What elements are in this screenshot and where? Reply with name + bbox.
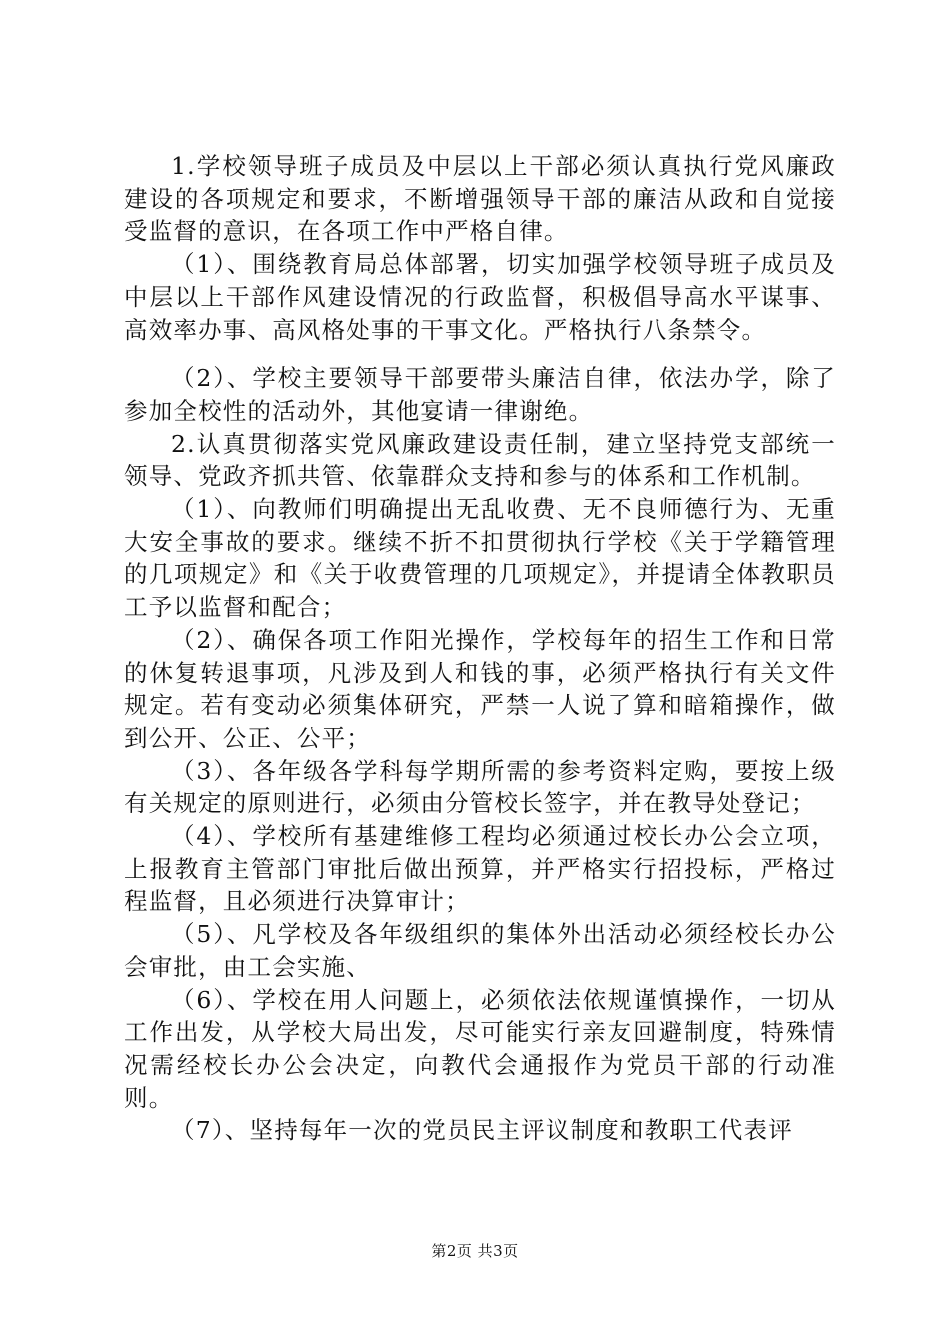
paragraph-2-1: （1）、向教师们明确提出无乱收费、无不良师德行为、无重大安全事故的要求。继续不折不扣贯彻执行学校《关于学籍管理的几项规定》和《关于收费管理的几项规定》，并提请全体教职员工予以监督和配合； xyxy=(124,495,836,622)
paragraph-1-1: （1）、围绕教育局总体部署，切实加强学校领导班子成员及中层以上干部作风建设情况的行政监督，积极倡导高水平谋事、高效率办事、高风格处事的干事文化。严格执行八条禁令。 xyxy=(124,250,836,344)
paragraph-2-5: （5）、凡学校及各年级组织的集体外出活动必须经校长办公会审批，由工会实施、 xyxy=(124,920,836,981)
paragraph-2-6: （6）、学校在用人问题上，必须依法依规谨慎操作，一切从工作出发，从学校大局出发，尽可能实行亲友回避制度，特殊情况需经校长办公会决定，向教代会通报作为党员干部的行动准则。 xyxy=(124,985,836,1112)
paragraph-2-7: （7）、坚持每年一次的党员民主评议制度和教职工代表评 xyxy=(171,1116,793,1145)
paragraph-2-2: （2）、确保各项工作阳光操作，学校每年的招生工作和日常的休复转退事项，凡涉及到人和钱的事，必须严格执行有关文件规定。若有变动必须集体研究，严禁一人说了算和暗箱操作，做到公开、公正、公平； xyxy=(124,625,836,752)
paragraph-1: 1.学校领导班子成员及中层以上干部必须认真执行党风廉政建设的各项规定和要求，不断增强领导干部的廉洁从政和自觉接受监督的意识，在各项工作中严格自律。 xyxy=(124,152,836,246)
paragraph-2-3: （3）、各年级各学科每学期所需的参考资料定购，要按上级有关规定的原则进行，必须由分管校长签字，并在教导处登记； xyxy=(124,756,836,818)
paragraph-1-2: （2）、学校主要领导干部要带头廉洁自律，依法办学，除了参加全校性的活动外，其他宴请一律谢绝。 xyxy=(124,364,836,425)
paragraph-2: 2.认真贯彻落实党风廉政建设责任制，建立坚持党支部统一领导、党政齐抓共管、依靠群众支持和参与的体系和工作机制。 xyxy=(124,429,836,491)
paragraph-2-4: （4）、学校所有基建维修工程均必须通过校长办公会立项，上报教育主管部门审批后做出预算，并严格实行招投标，严格过程监督，且必须进行决算审计； xyxy=(124,822,836,916)
page-footer: 第2页 共3页 xyxy=(431,1242,519,1260)
document-body xyxy=(124,150,836,1147)
